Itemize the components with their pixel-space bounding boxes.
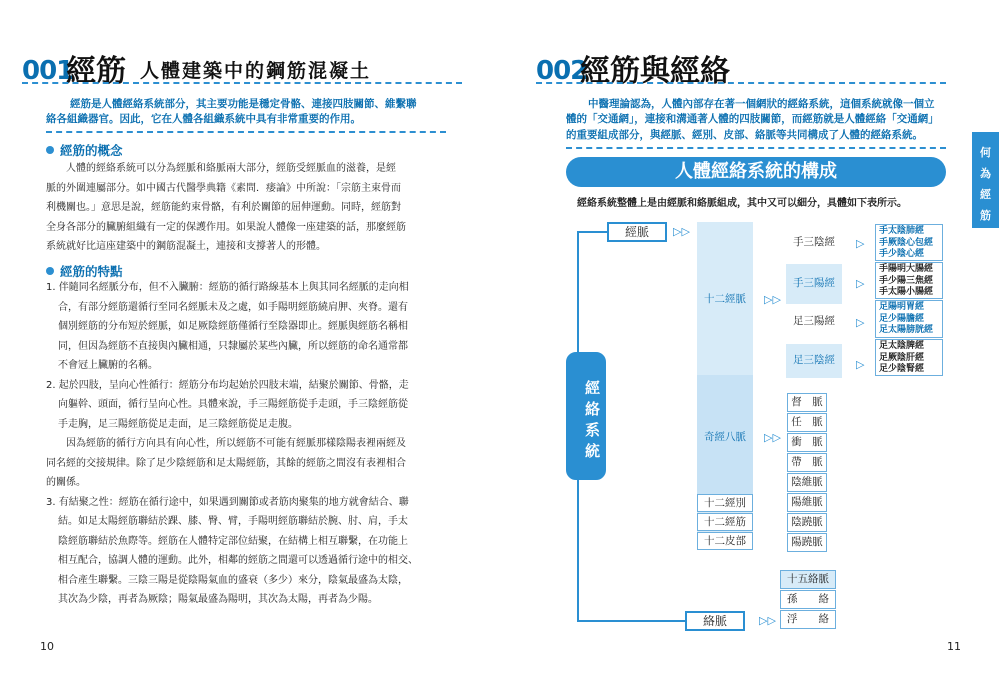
- arrow-icon: ▷▷: [759, 614, 776, 627]
- section-body: [46, 159, 450, 257]
- paragraph-line: 2. 起於四肢，呈向心性循行：經筋分布均起始於四肢末端，結聚於關節、骨骼，走: [46, 379, 409, 391]
- meridian-item: 手陽明大腸經: [879, 264, 934, 274]
- section-body: [46, 278, 450, 610]
- extra-meridian-list: [787, 393, 827, 552]
- paragraph-line: 相合產生聯繫。三陰三陽是從陰陽氣血的盛衰（多少）來分，陰氣最盛為太陰，: [58, 574, 408, 586]
- extra-meridian: 帶 脈: [787, 453, 827, 472]
- lead-line: 的重要組成部分，與經脈、經別、皮部、絡脈等共同構成了人體的經絡系統。: [566, 129, 923, 141]
- arrow-icon: ▷▷: [764, 431, 781, 444]
- chapter-number: 001: [22, 56, 74, 86]
- paragraph-line: 手走胸，足三陽經筋從足走面，足三陰經筋從足走腹。: [58, 418, 298, 430]
- arrow-icon: ▷: [856, 277, 865, 290]
- divider: [566, 147, 946, 149]
- group-items: [875, 224, 943, 376]
- node-luomai: 絡脈: [685, 611, 745, 631]
- extra-meridian: 陰維脈: [787, 473, 827, 492]
- arrow-icon: ▷: [856, 358, 865, 371]
- lead-line: 絡各組織器官。因此，它在人體各組織系統中具有非常重要的作用。: [46, 113, 361, 125]
- meridian-item: 手太陰肺經: [879, 226, 925, 236]
- paragraph-line: 同名經的交接規律。除了足少陰經筋和足太陽經筋，其餘的經筋之間沒有表裡相合: [46, 457, 406, 469]
- divider: [22, 82, 462, 84]
- side-tab-char: 為: [980, 167, 991, 180]
- extra-meridian: 陰蹺脈: [787, 513, 827, 532]
- meridian-item: 手厥陰心包經: [879, 237, 934, 248]
- paragraph-line: 全身各部分的臟腑組織有一定的保護作用。如果說人體像一座建築的話，那麼經筋: [46, 221, 406, 233]
- paragraph-line: 人體的經絡系統可以分為經脈和絡脈兩大部分，經筋受經脈血的滋養，是經: [66, 163, 396, 174]
- section-heading: 經筋的概念: [46, 141, 123, 159]
- bullet-icon: [46, 267, 54, 275]
- paragraph-line: 結。如足太陽經筋聯結於踝、膝、臀、臂，手陽明經筋聯結於腕、肘、肩，手太: [58, 516, 408, 527]
- diagram-banner: 人體經絡系統的構成: [566, 157, 946, 187]
- group-name: 手三陽經: [786, 264, 842, 304]
- meridian-item: 足太陰脾經: [879, 341, 925, 351]
- page-number: 10: [40, 640, 54, 653]
- diagram-intro: 經絡系統整體上是由經脈和絡脈組成，其中又可以細分，具體如下表所示。: [577, 198, 907, 209]
- node-pibu: 十二皮部: [697, 532, 753, 550]
- divider: [536, 82, 946, 84]
- paragraph-line: 其次為少陰，再者為厥陰；陽氣最盛為陽明，其次為太陽，再者為少陽。: [58, 594, 378, 605]
- chapter-title: 經筋與經絡: [580, 54, 730, 89]
- paragraph-line: 系統就好比這座建築中的鋼筋混凝土，連接和支撐著人的形體。: [46, 241, 326, 252]
- meridian-item: 足少陰腎經: [879, 364, 925, 374]
- meridian-item: 足陽明胃經: [879, 302, 925, 312]
- paragraph-line: 向軀幹、頭面，循行呈向心性。具體來說，手三陽經筋從手走頭，手三陰經筋從: [58, 399, 408, 410]
- node-jingjin: 十二經筋: [697, 513, 753, 531]
- arrow-icon: ▷▷: [764, 293, 781, 306]
- tree-connector: [577, 620, 685, 622]
- extra-meridian: 任 脈: [787, 413, 827, 432]
- node-jingbie: 十二經別: [697, 494, 753, 512]
- paragraph-line: 不會冠上臟腑的名稱。: [58, 360, 158, 371]
- node-twelve: 十二經脈: [704, 293, 746, 305]
- side-tab-char: 何: [980, 146, 991, 159]
- lead-line: 中醫理論認為，人體內部存在著一個網狀的經絡系統，這個系統就像一個立: [588, 98, 935, 110]
- arrow-icon: ▷▷: [673, 225, 690, 238]
- side-tab-char: 經: [980, 188, 991, 201]
- group-name: 足三陰經: [786, 344, 842, 378]
- paragraph-line: 的關係。: [46, 477, 86, 488]
- extra-meridian: 督 脈: [787, 393, 827, 412]
- paragraph-line: 利機關也。」意思是說，經筋能約束骨骼，有利於關節的屈伸運動。同時，經筋對: [46, 202, 401, 213]
- paragraph-line: 3. 有結聚之性：經筋在循行途中，如果遇到關節或者筋肉聚集的地方就會結合、聯: [46, 496, 409, 508]
- paragraph-line: 脈的外圍連屬部分。如中國古代醫學典籍《素問．痿論》中所說：「宗筋主束骨而: [46, 182, 401, 194]
- group-name: 足三陽經: [786, 312, 842, 332]
- node-jingmai: 經脈: [607, 222, 667, 242]
- chapter-number: 002: [536, 56, 588, 86]
- group-name: 手三陰經: [786, 233, 842, 253]
- divider: [46, 131, 446, 133]
- collateral-item: 十五絡脈: [780, 570, 836, 589]
- meridian-item: 足少陽膽經: [879, 313, 925, 324]
- paragraph-line: 合，有部分經筋還循行至同名經脈未及之處，如手陽明經筋繞肩胛、夾脊。還有: [58, 301, 408, 313]
- page-number: 11: [947, 640, 961, 653]
- arrow-icon: ▷: [856, 237, 865, 250]
- collateral-item: 浮 絡: [780, 610, 836, 629]
- collateral-item: 孫 絡: [780, 590, 836, 609]
- section-heading: 經筋的特點: [46, 262, 123, 280]
- paragraph-line: 陰經筋聯結於魚際等。經筋在人體特定部位結聚，在結構上相互聯繫，在功能上: [58, 535, 408, 547]
- root-node: 經絡系統: [566, 352, 606, 480]
- extra-meridian: 衝 脈: [787, 433, 827, 452]
- tree-connector: [577, 231, 607, 233]
- side-tab: [972, 132, 999, 228]
- meridian-item: 手少陰心經: [879, 249, 925, 259]
- extra-meridian: 陽蹺脈: [787, 533, 827, 552]
- bullet-icon: [46, 146, 54, 154]
- lead-line: 經筋是人體經絡系統部分，其主要功能是穩定骨骼、連接四肢關節、維繫聯: [70, 98, 417, 110]
- paragraph-line: 同，但因為經筋不直接與內臟相通，只隸屬於某些內臟，所以經筋的命名通常都: [58, 340, 408, 352]
- arrow-icon: ▷: [856, 316, 865, 329]
- meridian-item: 手少陽三焦經: [879, 275, 934, 286]
- node-qijing: 奇經八脈: [704, 431, 746, 443]
- paragraph-line: 1. 伴隨同名經脈分布，但不入臟腑：經筋的循行路線基本上與其同名經脈的走向相: [46, 282, 409, 293]
- chapter-title: 經筋: [66, 54, 126, 89]
- meridian-item: 手太陽小腸經: [879, 287, 934, 297]
- paragraph-line: 個別經筋的分布短於經脈，如足厥陰經筋僅循行至陰器即止。經脈與經筋名稱相: [58, 321, 408, 332]
- meridian-item: 足太陽膀胱經: [879, 325, 934, 335]
- paragraph-line: 相互配合，協調人體的運動。此外，相鄰的經筋之間還可以透過循行途中的相交、: [58, 555, 418, 566]
- meridian-item: 足厥陰肝經: [879, 352, 925, 363]
- extra-meridian: 陽維脈: [787, 493, 827, 512]
- paragraph-line: 因為經筋的循行方向具有向心性，所以經筋不可能有經脈那樣陰陽表裡兩經及: [66, 438, 406, 449]
- side-tab-char: 筋: [980, 209, 991, 222]
- collateral-list: [780, 570, 836, 629]
- lead-line: 體的「交通網」，連接和溝通著人體的四肢關節，而經筋就是人體經絡「交通網」: [566, 113, 939, 125]
- chapter-subtitle: 人體建築中的鋼筋混凝土: [140, 60, 372, 82]
